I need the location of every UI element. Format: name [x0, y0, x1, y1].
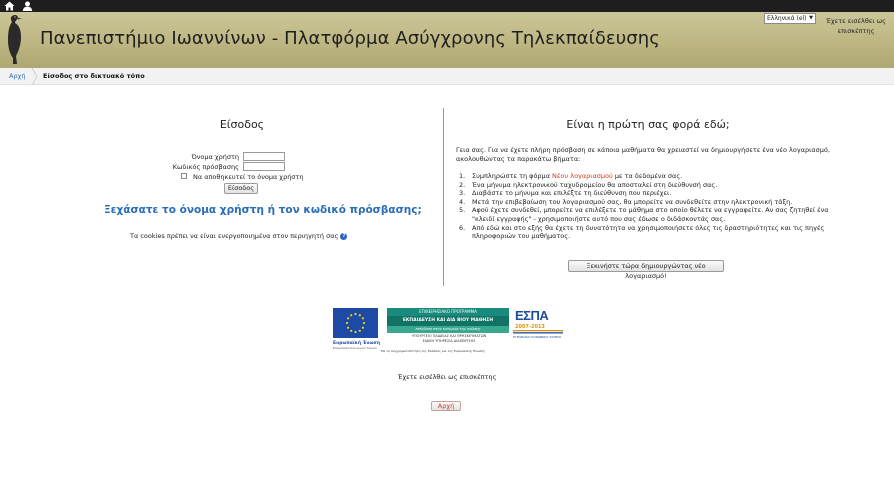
first-time-intro: Γεια σας. Για να έχετε πλήρη πρόσβαση σε κάποια μαθήματα θα χρειαστεί να δημιουργήσετε ένα νέο λογαριασμό, ακολουθώντας τα παρακάτω βήματα:: [456, 146, 830, 163]
signup-steps-list: [456, 172, 846, 241]
cofunding-label: Με τη συγχρηματοδότηση της Ελλάδας και της Ευρωπαϊκής Ένωσης: [381, 349, 486, 353]
site-header: [0, 12, 894, 68]
espa-logo: [511, 308, 565, 342]
new-account-link[interactable]: Νέου λογαριασμού: [552, 172, 613, 180]
eu-label: Ευρωπαϊκή Ένωση: [333, 341, 381, 346]
list-item: 4. Μετά την επιβεβαίωση του λογαριασμού σας, θα μπορείτε να συνδεθείτε στην ηλεκτρονική τάξη.: [459, 197, 793, 206]
breadcrumb-home-link[interactable]: Αρχή: [9, 72, 26, 80]
remember-username-checkbox[interactable]: [181, 173, 187, 179]
cookies-note-text: Τα cookies πρέπει να είναι ενεργοποιημένα στον περιηγητή σας: [130, 232, 339, 240]
breadcrumb-current: Είσοδος στο δικτυακό τόπο: [43, 72, 145, 80]
espa-sub-label: ΕΥΡΩΠΑΪΚΟ ΚΟΙΝΩΝΙΚΟ ΤΑΜΕΙΟ: [513, 335, 562, 339]
language-select[interactable]: [764, 13, 816, 24]
create-account-button[interactable]: Ξεκινήστε τώρα δημιουργώντας νέο λογαριασμό!: [568, 260, 724, 272]
espa-years: 2007-2013: [515, 324, 545, 330]
top-bar: [0, 0, 894, 12]
eu-flag-icon: [333, 308, 378, 338]
page-title: Πανεπιστήμιο Ιωαννίνων - Πλατφόρμα Ασύγχρονης Τηλεκπαίδευσης: [40, 28, 660, 49]
espa-word: ΕΣΠΑ: [515, 308, 549, 323]
cookies-note: [130, 232, 347, 240]
ministry-label-line-1: ΥΠΟΥΡΓΕΙΟ ΠΑΙΔΕΙΑΣ ΚΑΙ ΘΡΗΣΚΕΥΜΑΤΩΝ: [411, 334, 487, 338]
ep-mid-label: ΕΚΠΑΙΔΕΥΣΗ ΚΑΙ ΔΙΑ ΒΙΟΥ ΜΑΘΗΣΗ: [387, 316, 509, 326]
ministry-label: [391, 334, 507, 343]
first-time-heading: Είναι η πρώτη σας φορά εδώ;: [566, 118, 730, 131]
forgot-password-link[interactable]: Ξεχάσατε το όνομα χρήστη ή τον κωδικό πρόσβασης;: [104, 204, 422, 216]
university-logo-icon: [2, 12, 30, 68]
home-icon[interactable]: [4, 1, 15, 11]
breadcrumb-separator-icon: [31, 68, 39, 85]
help-icon[interactable]: ?: [340, 233, 347, 240]
funding-logos: [333, 306, 565, 354]
ep-bot-label: επένδυση στην κοινωνία της γνώσης: [387, 326, 509, 333]
login-heading: Είσοδος: [219, 118, 265, 131]
eu-sub-label: Ευρωπαϊκό Κοινωνικό Ταμείο: [333, 346, 377, 350]
list-item: 5. Αφού έχετε συνδεθεί, μπορείτε να επιλέξετε το μάθημα στο οποίο θέλετε να εγγραφείτε. Αν σας ζητηθεί ένα "κλειδί εγγραφής" - χρησιμοποιήστε αυτό που σας έδωσε ο διδάσκοντάς σας.: [459, 206, 829, 223]
list-item: 3. Διαβάστε το μήνυμα και επιλέξτε τη διεύθυνση που περιέχει.: [459, 189, 672, 198]
list-item: 1. Συμπληρώστε τη φόρμα Νέου λογαριασμού με τα δεδομένα σας.: [459, 172, 683, 180]
column-divider: [443, 108, 444, 286]
language-select-value: Ελληνικά (el): [767, 15, 807, 22]
ep-top-label: ΕΠΙΧΕΙΡΗΣΙΑΚΟ ΠΡΟΓΡΑΜΜΑ: [387, 308, 509, 316]
remember-username-label: Να αποθηκευτεί το όνομα χρήστη: [193, 173, 304, 181]
espa-stripes-icon: [511, 330, 565, 334]
username-input[interactable]: [243, 152, 285, 161]
breadcrumb: [0, 68, 894, 85]
chevron-down-icon: ▼: [809, 15, 813, 21]
user-icon[interactable]: [22, 1, 33, 11]
username-label: Όνομα χρήστη: [191, 153, 239, 161]
list-item: 2. Ένα μήνυμα ηλεκτρονικού ταχυδρομείου θα αποσταλεί στη διεύθυνσή σας.: [459, 180, 718, 189]
ministry-label-line-2: ΕΙΔΙΚΗ ΥΠΗΡΕΣΙΑ ΔΙΑΧΕΙΡΙΣΗΣ: [422, 338, 476, 343]
guest-status: Έχετε εισέλθει ως επισκέπτης: [826, 17, 886, 35]
education-program-logo: [387, 308, 509, 334]
password-label: Κωδικός πρόσβασης: [172, 163, 239, 171]
password-input[interactable]: [243, 162, 285, 171]
list-item: 6. Από εδώ και στο εξής θα έχετε τη δυνατότητα να χρησιμοποιήσετε όλες τις δραστηριότητες και τις πηγές πληροφοριών του μαθήματος.: [459, 223, 825, 241]
login-button[interactable]: Είσοδος: [224, 183, 258, 194]
footer-guest-status: Έχετε εισέλθει ως επισκέπτης: [397, 373, 497, 381]
footer-home-button[interactable]: Αρχή: [431, 401, 461, 411]
